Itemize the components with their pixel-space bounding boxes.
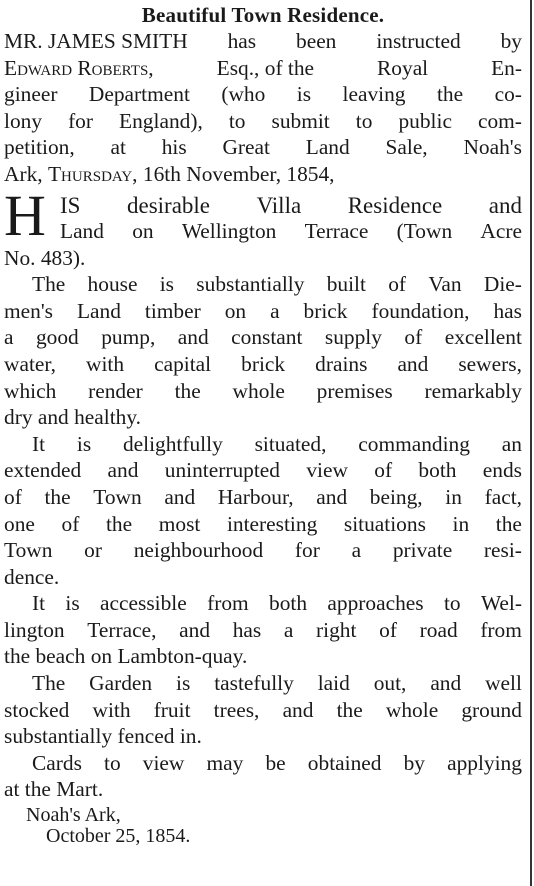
p1-line-6: which render the whole premises remarkably <box>4 378 522 403</box>
signature-place: Noah's Ark, <box>26 804 121 827</box>
p2-line-2: extended and uninterrupted view of both ends <box>4 458 522 483</box>
p1-line-1: No. 483). <box>4 245 86 270</box>
p2-line-6: dence. <box>4 564 60 589</box>
p4-line-1: The Garden is tastefully laid out, and well <box>32 671 522 696</box>
client-name: Edward Roberts <box>4 55 149 80</box>
intro-line-6: Ark, Thursday, 16th November, 1854, <box>4 161 335 186</box>
p5-line-1: Cards to view may be obtained by applying <box>32 750 522 775</box>
intro-line-2: Edward Roberts, Esq., of the Royal En- <box>4 55 522 80</box>
advertisement <box>4 0 522 847</box>
drop-cap: H <box>4 182 46 248</box>
drop-line-1: IS desirable Villa Residence and <box>60 192 522 218</box>
p4-line-3: substantially fenced in. <box>4 724 202 749</box>
p3-line-1: It is accessible from both approaches to Wel- <box>32 591 522 616</box>
p2-line-1: It is delightfully situated, commanding an <box>32 431 522 456</box>
p1-line-7: dry and healthy. <box>4 405 142 430</box>
signature-date: October 25, 1854. <box>46 825 191 848</box>
drop-cap-block <box>4 182 522 248</box>
p3-line-3: the beach on Lambton-quay. <box>4 644 248 669</box>
p2-line-5: Town or neighbourhood for a private resi- <box>4 538 522 563</box>
p4-line-2: stocked with fruit trees, and the whole ground <box>4 697 522 722</box>
drop-line-2: Land on Wellington Terrace (Town Acre <box>60 218 522 243</box>
ad-heading: Beautiful Town Residence. <box>141 3 385 27</box>
p1-line-4: a good pump, and constant supply of excellent <box>4 325 522 350</box>
sale-day: Thursday, <box>47 161 138 186</box>
intro-line-3: gineer Department (who is leaving the co- <box>4 82 522 107</box>
intro-line-1: MR. JAMES SMITH has been instructed by <box>4 29 522 53</box>
p1-line-2: The house is substantially built of Van Die- <box>32 272 522 297</box>
p3-line-2: lington Terrace, and has a right of road from <box>4 617 522 642</box>
p2-line-4: one of the most interesting situations in the <box>4 511 522 536</box>
intro-line-4: lony for England), to submit to public com- <box>4 108 522 133</box>
intro-line-5: petition, at his Great Land Sale, Noah's <box>4 135 522 160</box>
column-rule <box>530 0 532 886</box>
p1-line-5: water, with capital brick drains and sewers, <box>4 351 522 376</box>
p5-line-2: at the Mart. <box>4 777 104 802</box>
p1-line-3: men's Land timber on a brick foundation, has <box>4 298 522 323</box>
p2-line-3: of the Town and Harbour, and being, in fact, <box>4 484 522 509</box>
